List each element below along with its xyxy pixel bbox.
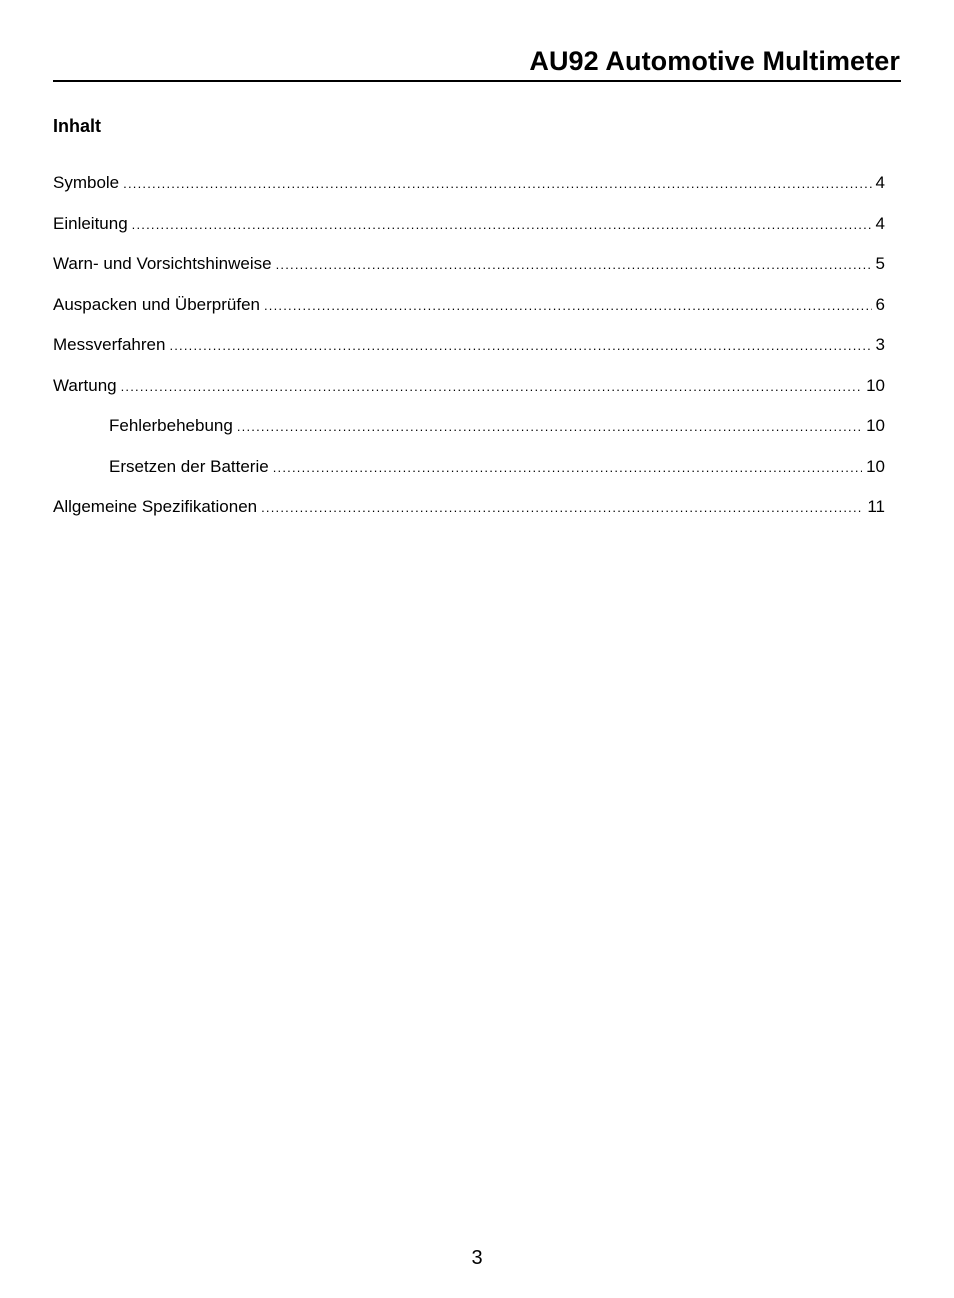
toc-entry-symbole[interactable] [53, 170, 885, 211]
toc-entry-label: Symbole [53, 173, 120, 192]
toc-entry-messverfahren[interactable] [53, 332, 885, 373]
section-heading: Inhalt [53, 116, 101, 136]
toc-entry-page: 10 [866, 375, 885, 395]
toc-dot-leader [169, 333, 871, 359]
toc-dot-leader [237, 414, 862, 440]
page-number: 3 [471, 1247, 483, 1269]
toc-entry-einleitung[interactable] [53, 211, 885, 252]
toc-dot-leader [261, 495, 863, 521]
toc-dot-leader [264, 293, 872, 319]
document-title: AU92 Automotive Multimeter [529, 46, 900, 76]
toc-entry-page: 10 [866, 456, 885, 476]
toc-dot-leader [276, 252, 872, 278]
toc-dot-leader [132, 212, 872, 238]
toc-dot-leader [121, 374, 862, 400]
toc-entry-label: Allgemeine Spezifikationen [53, 497, 258, 516]
toc-entry-page: 3 [875, 335, 885, 354]
toc-entry-batterie[interactable] [53, 454, 885, 495]
toc-entry-label: Einleitung [53, 213, 128, 233]
toc-entry-label: Messverfahren [53, 335, 166, 354]
toc-entry-page: 10 [866, 416, 885, 435]
table-of-contents [53, 170, 885, 535]
toc-entry-wartung[interactable] [53, 373, 885, 414]
toc-entry-warnhinweise[interactable] [53, 251, 885, 292]
toc-entry-label: Wartung [53, 375, 117, 395]
toc-entry-page: 4 [875, 213, 885, 233]
toc-dot-leader [273, 455, 862, 481]
toc-entry-auspacken[interactable] [53, 292, 885, 333]
toc-entry-fehlerbehebung[interactable] [53, 413, 885, 454]
toc-dot-leader [123, 171, 871, 197]
toc-entry-spezifikationen[interactable] [53, 494, 885, 535]
toc-entry-label: Ersetzen der Batterie [109, 456, 269, 476]
header-divider [53, 80, 901, 82]
toc-entry-page: 4 [875, 173, 885, 192]
toc-entry-page: 6 [875, 294, 885, 314]
toc-entry-page: 5 [875, 254, 885, 273]
toc-entry-label: Warn- und Vorsichtshinweise [53, 254, 272, 273]
toc-entry-label: Fehlerbehebung [109, 416, 233, 435]
toc-entry-page: 11 [867, 497, 885, 516]
toc-entry-label: Auspacken und Überprüfen [53, 294, 260, 314]
